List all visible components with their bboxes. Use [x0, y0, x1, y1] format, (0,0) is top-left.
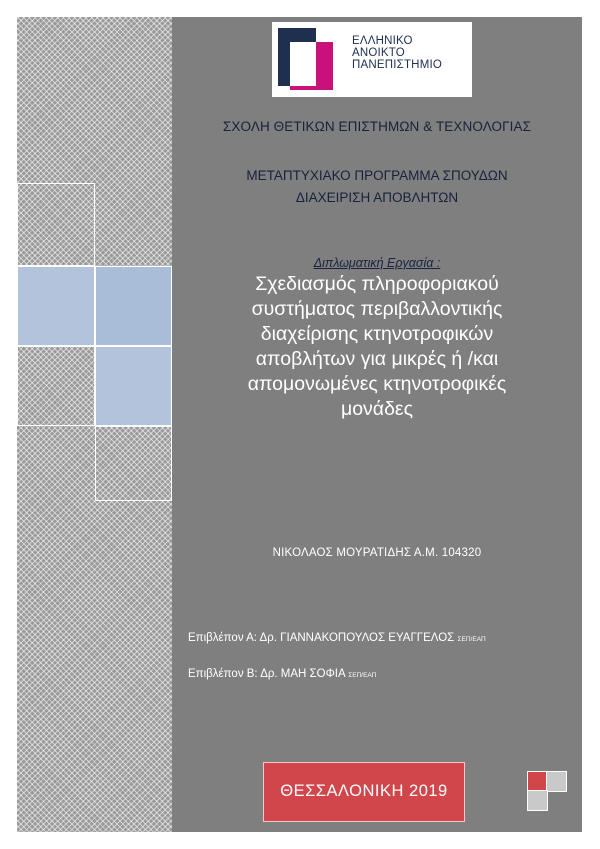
supervisor-a: [188, 632, 486, 644]
tile: [17, 183, 95, 266]
title-line-6: μονάδες: [340, 398, 414, 420]
logo-text: [352, 35, 442, 71]
title-line-5: απομονωμένες κτηνοτροφικές: [247, 373, 507, 395]
supervisor-b-suffix: ΣΕΠ/ΕΑΠ: [348, 672, 377, 679]
title-line-1: Σχεδιασμός πληροφοριακού: [255, 273, 499, 295]
title-line-3: διαχείρισης κτηνοτροφικών: [260, 323, 494, 345]
program-name: [172, 165, 582, 209]
content-panel: [172, 17, 582, 832]
logo-line-2: ΑΝΟΙΚΤΟ: [352, 47, 405, 59]
city-year-box: [263, 762, 465, 822]
tile: [95, 266, 172, 346]
corner-square: [546, 771, 567, 792]
supervisor-a-label: Επιβλέπον Α: Δρ. ΓΙΑΝΝΑΚΟΠΟΥΛΟΣ ΕΥΑΓΓΕΛΟΣ: [188, 632, 455, 644]
tile: [17, 346, 95, 426]
university-logo: [272, 22, 472, 97]
program-line-2: ΔΙΑΧΕΙΡΙΣΗ ΑΠΟΒΛΗΤΩΝ: [295, 190, 459, 205]
thesis-title: [196, 272, 558, 422]
corner-square: [527, 771, 548, 792]
supervisor-b: [188, 668, 376, 680]
tile: [95, 346, 172, 426]
logo-mark-icon: [278, 28, 333, 90]
supervisor-a-suffix: ΣΕΠ/ΕΑΠ: [457, 636, 486, 643]
thesis-label: Διπλωματική Εργασία :: [313, 256, 441, 270]
logo-line-1: ΕΛΛΗΝΙΚΟ: [352, 35, 413, 47]
tile: [95, 426, 172, 501]
corner-square: [527, 790, 548, 811]
supervisor-b-label: Επιβλέπον Β: Δρ. ΜΑΗ ΣΟΦΙΑ: [188, 668, 346, 680]
tile: [17, 266, 95, 346]
title-line-4: αποβλήτων για μικρές ή /και: [255, 348, 499, 370]
title-line-2: συστήματος περιβαλλοντικής: [251, 298, 503, 320]
school-name: ΣΧΟΛΗ ΘΕΤΙΚΩΝ ΕΠΙΣΤΗΜΩΝ & ΤΕΧΝΟΛΟΓΙΑΣ: [222, 119, 532, 134]
author: ΝΙΚΟΛΑΟΣ ΜΟΥΡΑΤΙΔΗΣ Α.Μ. 104320: [272, 547, 482, 559]
program-line-1: ΜΕΤΑΠΤΥΧΙΑΚΟ ΠΡΟΓΡΑΜΜΑ ΣΠΟΥΔΩΝ: [246, 168, 508, 183]
city-year: ΘΕΣΣΑΛΟΝΙΚΗ 2019: [280, 782, 448, 800]
logo-line-3: ΠΑΝΕΠΙΣΤΗΜΙΟ: [352, 59, 443, 71]
